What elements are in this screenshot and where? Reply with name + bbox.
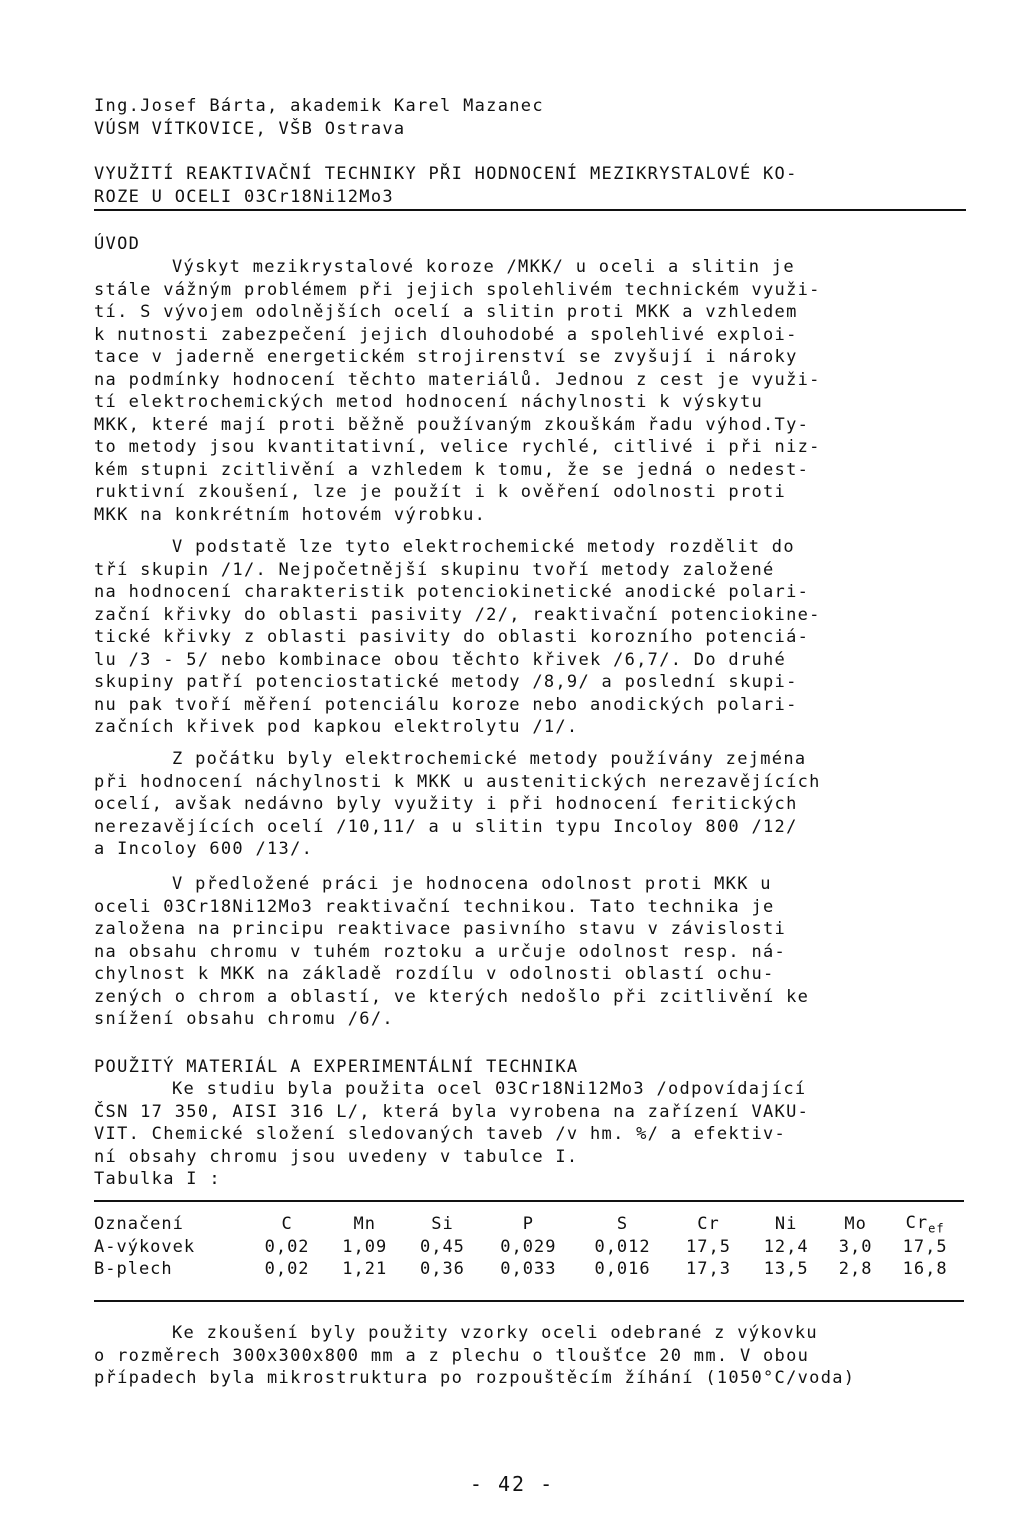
text-line: nerezavějících ocelí /10,11/ a u slitin typu Incoloy 800 /12/ bbox=[94, 816, 798, 837]
text-line: Z počátku byly elektrochemické metody používány zejména bbox=[172, 749, 807, 769]
table-cell: 0,033 bbox=[500, 1259, 557, 1280]
table-row bbox=[94, 1236, 964, 1258]
table-header-row bbox=[94, 1212, 964, 1236]
table-cell: 0,016 bbox=[594, 1259, 651, 1280]
table-header-cell: Mo bbox=[844, 1214, 867, 1235]
text-line: ocelí, avšak nedávno byly využity i při hodnocení feritických bbox=[94, 794, 798, 814]
text-line: případech byla mikrostruktura po rozpouštěcím žíhání (1050°C/voda) bbox=[94, 1368, 856, 1388]
text-line: V podstatě lze tyto elektrochemické metody rozdělit do bbox=[172, 537, 795, 557]
text-line: MKK, které mají proti běžně používaným zkouškám řadu výhod.Ty- bbox=[94, 414, 810, 435]
text-line: chylnost k MKK na základě rozdílu v odolnosti oblastí ochu- bbox=[94, 964, 775, 984]
text-line: to metody jsou kvantitativní, velice rychlé, citlivé i při niz- bbox=[94, 437, 821, 457]
text-line: tace v jaderně energetickém strojirenství se zvyšují i nároky bbox=[94, 347, 798, 367]
table-bottom-rule bbox=[94, 1300, 964, 1302]
text-line: lu /3 - 5/ nebo kombinace obou těchto křivek /6,7/. Do druhé bbox=[94, 649, 787, 670]
table-row bbox=[94, 1258, 964, 1280]
table-cell: 0,012 bbox=[594, 1237, 651, 1258]
text-line: na obsahu chromu v tuhém roztoku a určuje odolnost resp. ná- bbox=[94, 941, 787, 962]
title-line-1: VYUŽITÍ REAKTIVAČNÍ TECHNIKY PŘI HODNOCENÍ MEZIKRYSTALOVÉ KO- bbox=[94, 164, 798, 184]
table-cell: 3,0 bbox=[838, 1237, 873, 1258]
text-line: tické křivky z oblasti pasivity do oblasti korozního potenciá- bbox=[94, 627, 810, 647]
text-line: kém stupni zcitlivění a vzhledem k tomu, že se jedná o nedest- bbox=[94, 459, 810, 480]
text-line: ČSN 17 350, AISI 316 L/, která byla vyrobena na zařízení VAKU- bbox=[94, 1101, 810, 1122]
table-cell: A-výkovek bbox=[94, 1237, 196, 1258]
table-header-cell: P bbox=[522, 1214, 534, 1235]
text-line: založena na principu reaktivace pasivního stavu v závislosti bbox=[94, 919, 787, 939]
text-line: tří skupin /1/. Nejpočetnější skupinu tvoří metody založené bbox=[94, 559, 775, 580]
affiliation: VÚSM VÍTKOVICE, VŠB Ostrava bbox=[94, 119, 406, 139]
table-cell: 0,02 bbox=[264, 1237, 310, 1258]
text-line: Výskyt mezikrystalové koroze /MKK/ u oceli a slitin je bbox=[172, 257, 795, 277]
composition-table bbox=[94, 1212, 964, 1280]
text-line: na hodnocení charakteristik potenciokinetické anodické polari- bbox=[94, 582, 810, 602]
title-line-2: ROZE U OCELI 03Cr18Ni12Mo3 bbox=[94, 187, 394, 207]
table-cell: 1,21 bbox=[342, 1259, 388, 1280]
table-cell: 12,4 bbox=[763, 1237, 809, 1258]
text-line: VIT. Chemické složení sledovaných taveb /v hm. %/ a efektiv- bbox=[94, 1124, 787, 1144]
text-line: tí elektrochemických metod hodnocení náchylnosti k výskytu bbox=[94, 392, 764, 412]
text-line: nu pak tvoří měření potenciálu koroze nebo anodických polari- bbox=[94, 694, 798, 715]
table-body bbox=[94, 1236, 964, 1280]
table-cell: B-plech bbox=[94, 1259, 173, 1280]
text-line: zených o chrom a oblastí, ve kterých nedošlo při zcitlivění ke bbox=[94, 986, 810, 1007]
table-header-cell: Mn bbox=[353, 1214, 376, 1235]
text-line: zační křivky do oblasti pasivity /2/, reaktivační potenciokine- bbox=[94, 604, 821, 625]
table-header-cell: Si bbox=[431, 1214, 454, 1235]
text-line: stále vážným problémem při jejich spolehlivém technickém využi- bbox=[94, 279, 821, 300]
text-line: na podmínky hodnocení těchto materiálů. Jednou z cest je využi- bbox=[94, 369, 821, 390]
page-number: - 42 - bbox=[469, 1472, 555, 1496]
table-header-cell: C bbox=[281, 1214, 293, 1235]
text-line: ruktivní zkoušení, lze je použít i k ověření odolnosti proti bbox=[94, 482, 787, 502]
table-cell: 17,5 bbox=[686, 1237, 731, 1258]
text-line: Tabulka I : bbox=[94, 1169, 221, 1189]
intro-heading: ÚVOD bbox=[94, 234, 141, 254]
table-cell: 0,029 bbox=[500, 1237, 557, 1258]
table-cell: 0,45 bbox=[419, 1237, 465, 1258]
header-subscript: ef bbox=[928, 1221, 945, 1236]
text-line: V předložené práci je hodnocena odolnost proti MKK u bbox=[172, 874, 772, 894]
text-line: Ke zkoušení byly použity vzorky oceli odebrané z výkovku bbox=[172, 1323, 818, 1343]
table-header-cell: Ni bbox=[774, 1214, 798, 1235]
text-line: a Incoloy 600 /13/. bbox=[94, 839, 314, 859]
text-line: o rozměrech 300x300x800 mm a z plechu o tloušťce 20 mm. V obou bbox=[94, 1345, 810, 1366]
table-header-cell: Označení bbox=[94, 1214, 184, 1235]
text-line: Ke studiu byla použita ocel 03Cr18Ni12Mo3 /odpovídající bbox=[172, 1079, 807, 1099]
text-line: skupiny patří potenciostatické metody /8,9/ a poslední skupi- bbox=[94, 672, 798, 692]
table-cell: 0,02 bbox=[264, 1259, 310, 1280]
table-cell: 1,09 bbox=[342, 1237, 388, 1258]
text-line: začních křivek pod kapkou elektrolytu /1/. bbox=[94, 717, 579, 737]
table-header-cell: S bbox=[616, 1214, 629, 1235]
table-header-cell: Cr bbox=[697, 1214, 720, 1235]
text-line: snížení obsahu chromu /6/. bbox=[94, 1009, 394, 1029]
table-header-cell: $Cr_{ef}$ bbox=[905, 1213, 945, 1236]
text-line: oceli 03Cr18Ni12Mo3 reaktivační technikou. Tato technika je bbox=[94, 896, 775, 917]
materials-heading: POUŽITÝ MATERIÁL A EXPERIMENTÁLNÍ TECHNIKA bbox=[94, 1057, 579, 1077]
table-cell: 2,8 bbox=[838, 1259, 873, 1280]
table-cell: 13,5 bbox=[763, 1259, 809, 1280]
authors: Ing.Josef Bárta, akademik Karel Mazanec bbox=[94, 96, 544, 116]
text-line: při hodnocení náchylnosti k MKK u austenitických nerezavějících bbox=[94, 771, 821, 792]
text-line: ní obsahy chromu jsou uvedeny v tabulce I. bbox=[94, 1146, 579, 1167]
table-cell: 0,36 bbox=[419, 1259, 465, 1280]
table-cell: 17,3 bbox=[686, 1259, 731, 1280]
table-cell: 16,8 bbox=[902, 1259, 948, 1280]
text-line: MKK na konkrétním hotovém výrobku. bbox=[94, 504, 487, 525]
title-underline bbox=[94, 209, 966, 211]
text-line: k nutnosti zabezpečení jejich dlouhodobé a spolehlivé exploi- bbox=[94, 324, 798, 345]
table-top-rule bbox=[94, 1200, 964, 1202]
text-line: tí. S vývojem odolnějších ocelí a slitin proti MKK a vzhledem bbox=[94, 302, 798, 322]
table-cell: 17,5 bbox=[902, 1237, 948, 1258]
